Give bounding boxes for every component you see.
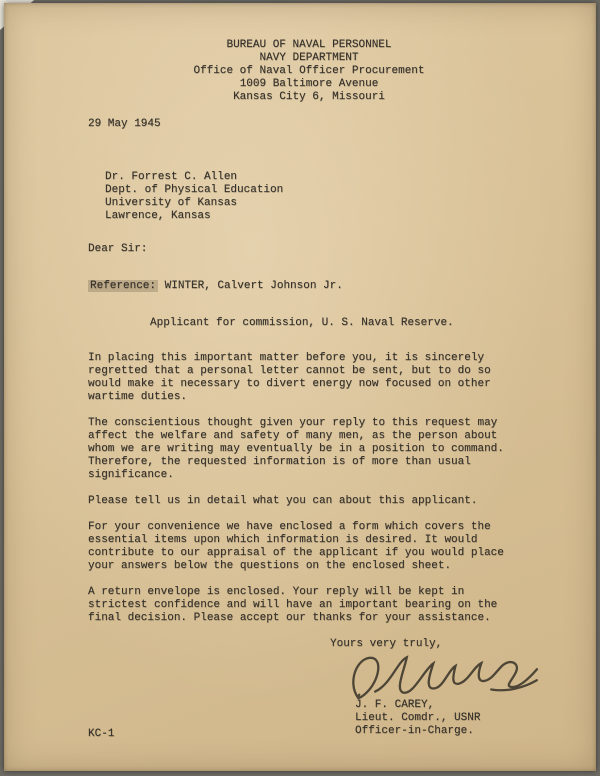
letterhead-line: Kansas City 6, Missouri — [233, 91, 385, 103]
date-line: 29 May 1945 — [88, 118, 161, 130]
reference-value: WINTER, Calvert Johnson Jr. — [164, 280, 343, 292]
reference-line — [88, 280, 530, 293]
paragraph: In placing this important matter before you, it is sincerely regretted that a personal letter cannot be sent, but to do so would make it necessary to divert energy now focused on other wartime duties. — [88, 352, 491, 403]
letterhead — [88, 39, 530, 104]
recipient-line: Dr. Forrest C. Allen — [105, 171, 238, 183]
paragraph: For your convenience we have enclosed a form which covers the essential items upon which information is desired. It would contribute to our appraisal of the applicant if you would place your answers below the questions on the enclosed sheet. — [88, 521, 504, 572]
recipient-line: Lawrence, Kansas — [105, 210, 211, 222]
signer-title: Lieut. Comdr., USNR — [355, 712, 481, 724]
letterhead-line: Office of Naval Officer Procurement — [193, 65, 425, 77]
signature-ink — [338, 638, 541, 708]
letter-paper — [4, 3, 596, 771]
letterhead-line: NAVY DEPARTMENT — [259, 52, 359, 64]
paragraph: Please tell us in detail what you can about this applicant. — [88, 495, 478, 507]
letter-content — [4, 3, 596, 771]
footer-code: KC-1 — [88, 728, 115, 740]
subject-line: Applicant for commission, U. S. Naval Reserve. — [150, 317, 454, 329]
letterhead-line: 1009 Baltimore Avenue — [239, 78, 379, 90]
letterhead-line: BUREAU OF NAVAL PERSONNEL — [226, 39, 392, 51]
recipient-address — [105, 171, 530, 223]
letter-body — [88, 352, 530, 625]
salutation: Dear Sir: — [88, 243, 148, 255]
reference-label: Reference: — [90, 280, 157, 292]
closing-phrase: Yours very truly, — [330, 638, 443, 650]
recipient-line: University of Kansas — [105, 197, 238, 209]
signer-name: J. F. CAREY, — [355, 699, 435, 711]
paragraph: The conscientious thought given your reply to this request may affect the welfare and safety of many men, as the person about whom we are writing may eventually be in a position to command. Therefore, the requested information is of more than usual significance. — [88, 417, 504, 481]
closing-block — [88, 638, 530, 738]
handwritten-signature — [340, 645, 530, 697]
signer-title: Officer-in-Charge. — [355, 725, 474, 737]
recipient-line: Dept. of Physical Education — [105, 184, 284, 196]
paragraph: A return envelope is enclosed. Your reply will be kept in strictest confidence and will have an important bearing on the final decision. Please accept our thanks for your assistance. — [88, 586, 498, 624]
